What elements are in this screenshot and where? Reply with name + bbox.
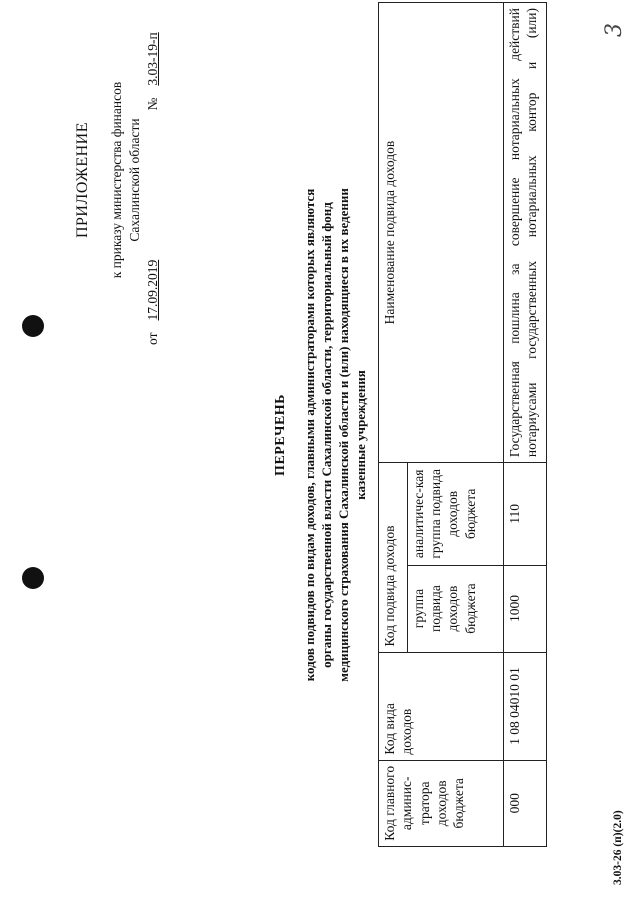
number-sign: №	[145, 97, 161, 111]
date-prefix: от	[145, 332, 161, 345]
heading-line1: кодов подвидов по видам доходов, главными администраторами которых являются	[301, 188, 317, 682]
header-analytic: аналитичес-кая группа подвида доходов бюджета	[407, 463, 503, 565]
form-code-footer: 3.03-26 (п)(2.0)	[612, 810, 624, 885]
punch-hole-right	[22, 315, 44, 337]
page-number-handwritten: 3	[602, 23, 627, 37]
income-codes-table	[378, 2, 547, 847]
order-date: 17.09.2019	[145, 259, 161, 321]
appendix-line1: к приказу министерства финансов	[108, 81, 124, 279]
heading-line4: казенные учреждения	[353, 370, 369, 500]
heading-line3: медицинского страхования Сахалинской области и (или) находящиеся в их ведении	[336, 188, 352, 682]
heading-title: ПЕРЕЧЕНЬ	[273, 394, 288, 476]
cell-admin-code: 000	[504, 760, 547, 846]
appendix-block	[72, 15, 162, 345]
cell-name-line1: Государственная пошлина за совершение нотариальных действий	[507, 8, 522, 458]
punch-hole-left	[22, 567, 44, 589]
header-subtype-group: Код подвида доходов	[379, 463, 408, 652]
header-group: группа подвида доходов бюджета	[407, 565, 503, 652]
cell-name-line2: нотариусами государственных нотариальных контор и (или)	[524, 8, 540, 458]
table-header-row	[379, 3, 408, 847]
heading-line2: органы государственной власти Сахалинской области, территориальный фонд	[318, 202, 334, 668]
header-admin-code: Код главного админис-тратора доходов бюджета	[379, 760, 504, 846]
appendix-line2: Сахалинской области	[126, 118, 142, 242]
cell-name	[504, 3, 547, 463]
header-name: Наименование подвида доходов	[379, 3, 504, 463]
table-row	[504, 3, 547, 847]
document-heading	[272, 165, 370, 705]
header-income-type: Код вида доходов	[379, 652, 504, 760]
cell-income-type: 1 08 04010 01	[504, 652, 547, 760]
appendix-date-row	[144, 15, 162, 345]
order-number: 3.03-19-п	[145, 32, 161, 86]
appendix-title: ПРИЛОЖЕНИЕ	[74, 122, 91, 239]
cell-group: 1000	[504, 565, 547, 652]
cell-analytic: 110	[504, 463, 547, 565]
